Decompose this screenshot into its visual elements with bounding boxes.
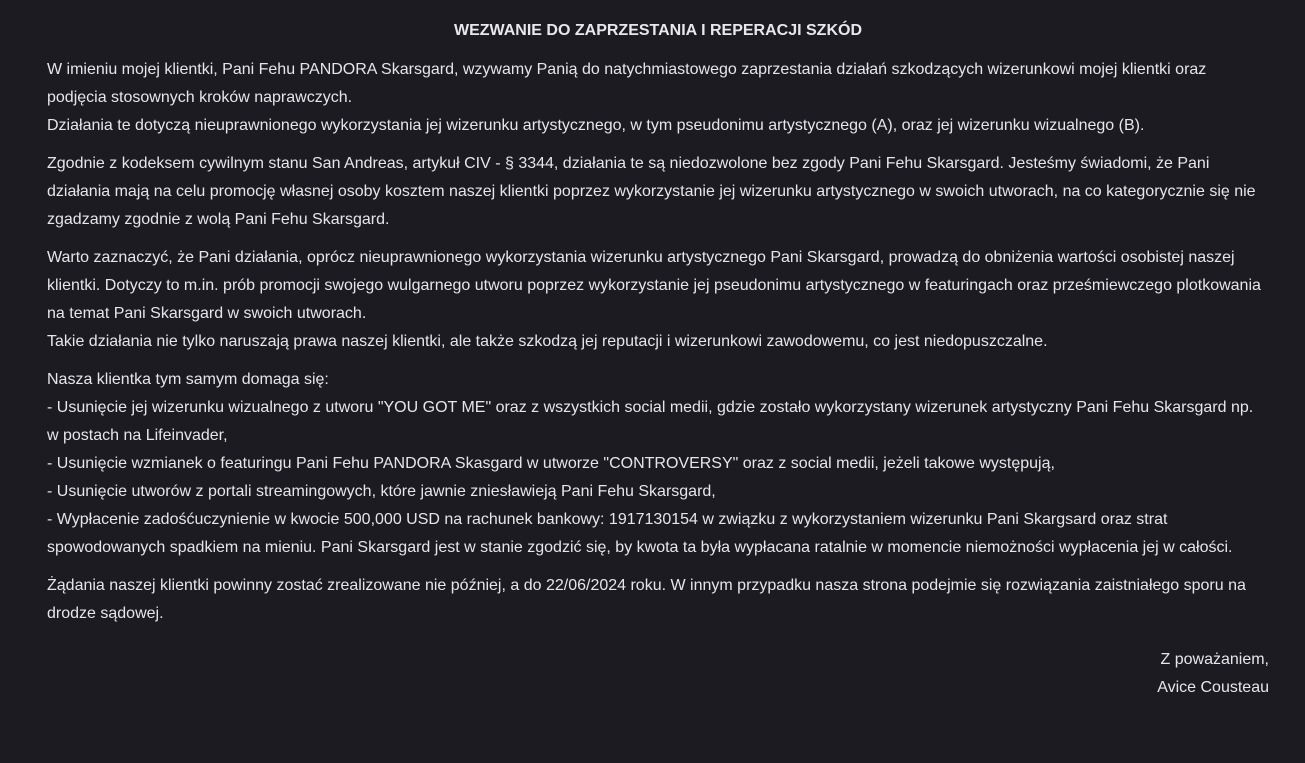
- paragraph-legal-basis: [47, 150, 1269, 234]
- paragraph-line: W imieniu mojej klientki, Pani Fehu PANDORA Skarsgard, wzywamy Panią do natychmiastowego zaprzestania działań szkodzących wizerunkowi mojej klientki oraz podjęcia stosownych kroków naprawczych.: [47, 61, 1207, 106]
- paragraph-line: Żądania naszej klientki powinny zostać zrealizowane nie później, a do 22/06/2024 roku. W innym przypadku nasza strona podejmie się rozwiązania zaistniałego sporu na drodze sądowej.: [47, 577, 1246, 622]
- paragraph-request: [47, 56, 1269, 140]
- paragraph-line: Takie działania nie tylko naruszają prawa naszej klientki, ale także szkodzą jej reputacji i wizerunkowi zawodowemu, co jest niedopuszczalne.: [47, 333, 1048, 350]
- paragraph-damages: [47, 244, 1269, 356]
- paragraph-line: Warto zaznaczyć, że Pani działania, oprócz nieuprawnionego wykorzystania wizerunku artystycznego Pani Skarsgard, prowadzą do obniżenia wartości osobistej naszej klientki. Dotyczy to m.in. prób promocji swojego wulgarnego utworu poprzez wykorzystanie jej pseudonimu artystycznego w featuringach oraz prześmiewczego plotkowania na temat Pani Skarsgard w swoich utworach.: [47, 249, 1261, 322]
- paragraph-demands: [47, 366, 1269, 562]
- signature-closing: Z poważaniem,: [1160, 651, 1269, 668]
- demand-item: - Usunięcie jej wizerunku wizualnego z utworu "YOU GOT ME" oraz z wszystkich social medii, gdzie zostało wykorzystany wizerunek artystyczny Pani Fehu Skarsgard np. w postach na Lifeinvader,: [47, 399, 1254, 444]
- demand-item: - Usunięcie wzmianek o featuringu Pani Fehu PANDORA Skasgard w utworze "CONTROVERSY" oraz z social medii, jeżeli takowe występują,: [47, 455, 1055, 472]
- paragraph-line: Zgodnie z kodeksem cywilnym stanu San Andreas, artykuł CIV - § 3344, działania te są niedozwolone bez zgody Pani Fehu Skarsgard. Jesteśmy świadomi, że Pani działania mają na celu promocję własnej osoby kosztem naszej klientki poprzez wykorzystanie jej wizerunku artystycznego w swoich utworach, na co kategorycznie się nie zgadzamy zgodnie z wolą Pani Fehu Skarsgard.: [47, 155, 1256, 228]
- demands-intro: Nasza klientka tym samym domaga się:: [47, 371, 329, 388]
- paragraph-line: Działania te dotyczą nieuprawnionego wykorzystania jej wizerunku artystycznego, w tym pseudonimu artystycznego (A), oraz jej wizerunku wizualnego (B).: [47, 117, 1145, 134]
- signature-block: [47, 646, 1269, 702]
- paragraph-deadline: [47, 572, 1269, 628]
- letter-title: WEZWANIE DO ZAPRZESTANIA I REPERACJI SZKÓD: [453, 22, 862, 39]
- demand-item: - Usunięcie utworów z portali streamingowych, które jawnie zniesławieją Pani Fehu Skarsgard,: [47, 483, 716, 500]
- signature-name: Avice Cousteau: [1157, 679, 1269, 696]
- demand-item: - Wypłacenie zadośćuczynienie w kwocie 500,000 USD na rachunek bankowy: 1917130154 w związku z wykorzystaniem wizerunku Pani Skargsard oraz strat spowodowanych spadkiem na mieniu. Pani Skarsgard jest w stanie zgodzić się, by kwota ta była wypłacana ratalnie w momencie niemożności wypłacenia jej w całości.: [47, 511, 1233, 556]
